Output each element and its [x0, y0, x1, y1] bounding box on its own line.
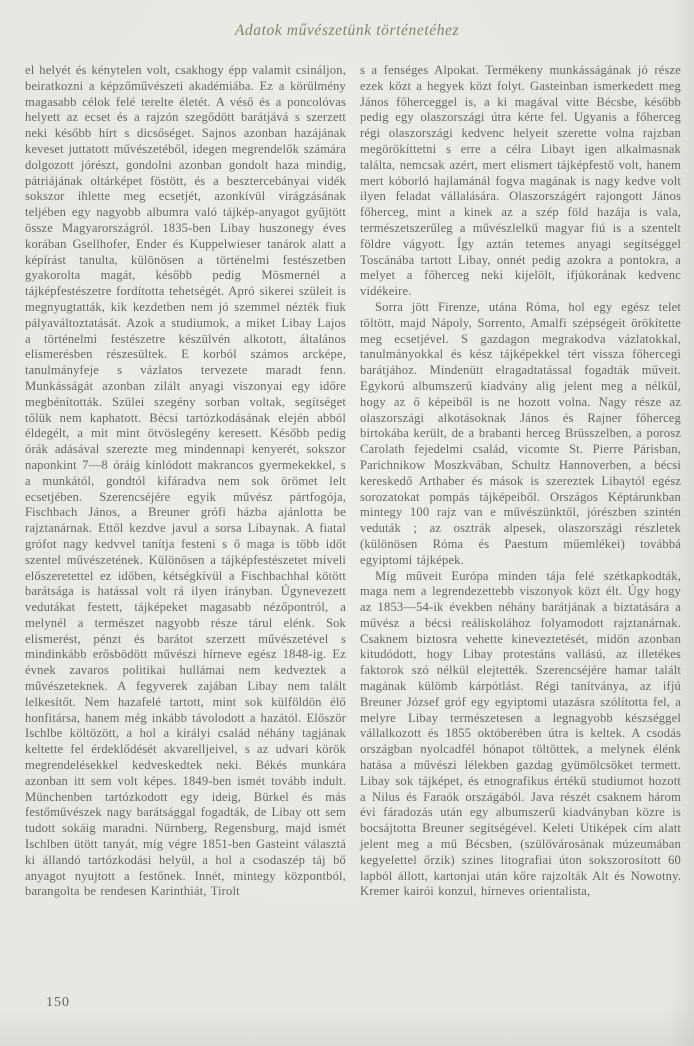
- left-column: [25, 63, 346, 900]
- right-column: [360, 63, 681, 900]
- paragraph: Sorra jött Firenze, utána Róma, hol egy egész telet töltött, majd Nápoly, Sorrento, Amalfi szépségeit örökítette meg ecsetjével. S gazdagon megrakodva vázlatokkal, tanulmányokkal és kész tájképekkel tért vissza főhercegi barátjához. Mindenütt elragadtatással fogadták műveit. Egykorú albumszerű kiadvány alig jelent meg a nélkül, hogy az ő képeiből is ne hozott volna. Nagy része az olaszországi alkotásoknak János és Rajner főherceg birtokába került, de a brabanti herceg Brüsszelben, a porosz Carolath fejedelmi család, vicomte St. Pierre Párisban, Parichnikow Moszkvában, Schultz Hannoverben, a bécsi kereskedő Arthaber és mások is szereztek Libaytól egész sorozatokat pompás tájképeiből. Országos Képtárunkban mintegy 100 rajz van e művészünktől, jórészben szintén veduták ; az osztrák alpesek, olaszországi részletek (különösen Róma és Paestum műemlékei) továbbá egyiptomi tájképek.: [360, 299, 681, 567]
- paragraph: s a fenséges Alpokat. Termékeny munkásságának jó része ezek közt a hegyek közt folyt. Gasteinban ismerkedett meg János főherceggel is, a ki magával vitte Bécsbe, később pedig egy olaszországi útra kérte fel. Ugyanis a főherceg régi olaszországi kedvenc helyeit szerette volna rajzban megörökíttetni s erre a célra Libayt igen alkalmasnak találta, nemcsak azért, mert elismert tájképfestő volt, hanem mert kóborló hajlamánál fogva magának is nagy kedve volt ilyen feladat vállalására. Olaszországért rajongott János főherceg, mint a kinek az a szép föld hazája is vala, természetszerűleg a művészlelkű magyar fiú is a szentelt földre vágyott. Így aztán tetemes anyagi segítséggel Toscánába tartott Libay, onnét pedig azokra a pontokra, a melyet a főherceg neki kijelölt, ifjúkorának kedvenc vidékeire.: [360, 63, 681, 299]
- running-header: Adatok művészetünk történetéhez: [234, 22, 460, 39]
- page-number: 150: [46, 995, 70, 1010]
- paragraph: el helyét és kénytelen volt, csakhogy épp valamit csináljon, beiratkozni a képzőművészeti akadémiába. Ez a körülmény magasabb célok felé terelte életét. A véső és a poncolóvas helyett az ecset és a rajzón szegődött barátjává s szerzett neki később hírt s dicsőséget. Sajnos azonban hazájának keveset juttatott művészetéből, idegen megrendelők számára dolgozott jórészt, gondolni azonban gondolt haza mindig, pátriájának oltárképet föstött, és a besztercebányai vidék sokszor ihlette meg ecsetjét, azonkívül virágzásának teljében egy nagyobb albumra való tájkép-anyagot gyűjtött össze Magyarországról. 1835-ben Libay huszonegy éves korában Gsellhofer, Ender és Kuppelwieser tanárok alatt a képírást tanulta, különösen a történelmi festészetben gyakorolta magát, később pedig Mösmernél a tájképfestészetre fordította tehetségét. Apró sikerei szüleit is megnyugtatták, kik kezdetben nem jó szemmel nézték fiuk pályaváltoztatását. Azok a studiumok, a miket Libay Lajos a történelmi festészetre készülvén alkotott, általános elismerésben részesültek. E korból számos arcképe, tanulmányfeje s vázlatos tervezete maradt fenn. Munkásságát azonban zilált anyagi viszonyai egy időre megbénították. Szülei szegény sorban voltak, segítséget tőlük nem kaphatott. Bécsi tartózkodásának elején abból éldegélt, a mit mint ötvöslegény keresett. Később pedig órák adásával szerezte meg mindennapi kenyerét, sokszor naponkint 7—8 óráig kínlódott makrancos gyermekekkel, s a munkától, gondtól kifáradva nem sok örömet lelt ecsetjében. Szerencséjére egyik művész pártfogója, Fischbach János, a Breuner grófi házba ajánlotta be rajztanárnak. Ettől kezdve javul a sorsa Libaynak. A fiatal grófot nagy kedvvel tanítja festeni s ő maga is több időt szentel művészetének. Különösen a tájképfestészetet míveli előszeretettel ez időben, kétségkívül a Fischbachhal kötött barátsága is hatással volt rá ilyen irányban. Úgynevezett vedutákat festett, tájképeket magasabb nézőpontról, a melynél a természet nagyobb része tárul elénk. Sok elismerést, pénzt és barátot szerzett művészetével s mindinkább erősbödött művészi hírneve egész 1848-ig. Ez évnek zavaros politikai hullámai nem kedveztek a művészeteknek. A fegyverek zajában Libay nem talált lelkesítőt. Nem hazafelé tartott, mint sok külföldön élő honfitársa, hanem még inkább távolodott a hazától. Először Ischlbe költözött, a hol a királyi család néhány tagjának keltette fel érdeklődését akvarelljeivel, s az udvari körök megrendelésekkel kedveskedtek neki. Békés munkára azonban itt sem volt képes. 1849-ben ismét tovább indult. Münchenben tartózkodott egy ideig, Bürkel és más festőművészek nagy barátsággal fogadták, de Libay ott sem tudott sokáig maradni. Nürnberg, Regensburg, majd ismét Ischlben ütött tanyát, míg végre 1851-ben Gasteint választá ki állandó tartózkodási helyül, a hol a csodaszép táj bő anyagot nyujtott a festőnek. Innét, mintegy központból, barangolta be rendesen Karinthiát, Tirolt: [25, 63, 346, 899]
- paragraph: Míg műveit Európa minden tája felé szétkapkodták, maga nem a legrendezettebb viszonyok közt élt. Úgy hogy az 1853—54-ik években néhány barátjának a biztatására a művész a bécsi reáliskolához folyamodott rajztanárnak. Csaknem biztosra vehette kineveztetését, midőn azonban kitudódott, hogy Libay protestáns vallású, az illetékes faktorok szó nélkül elejtették. Szerencséjére hamar talált magának külömb kárpótlást. Régi tanítványa, az ifjú Breuner József gróf egy egyiptomi utazásra szólította fel, a melyre Libay természetesen a legnagyobb készséggel vállalkozott és 1855 októberében útra is keltek. A csodás országban nyolcadfél hónapot töltöttek, a melynek élénk hatása a művészi lélekben gazdag gyümölcsöket termett. Libay sok tájképet, és etnografikus értékű studiumot hozott a Nilus és Faraók országából. Java részét csaknem három évi fáradozás után egy albumszerű kiadványban közre is bocsájtotta Breuner segítségével. Keleti Utiképek cím alatt jelent meg a mű Bécsben, (szülővárosának múzeumában kegyelettel őrzik) szines litografiai úton sokszorosított 60 lapból állott, kartonjai után kőre rajzolták Alt és Nowotny. Kremer kairói konzul, hírneves orientalista,: [360, 568, 681, 899]
- text-columns: [25, 63, 681, 900]
